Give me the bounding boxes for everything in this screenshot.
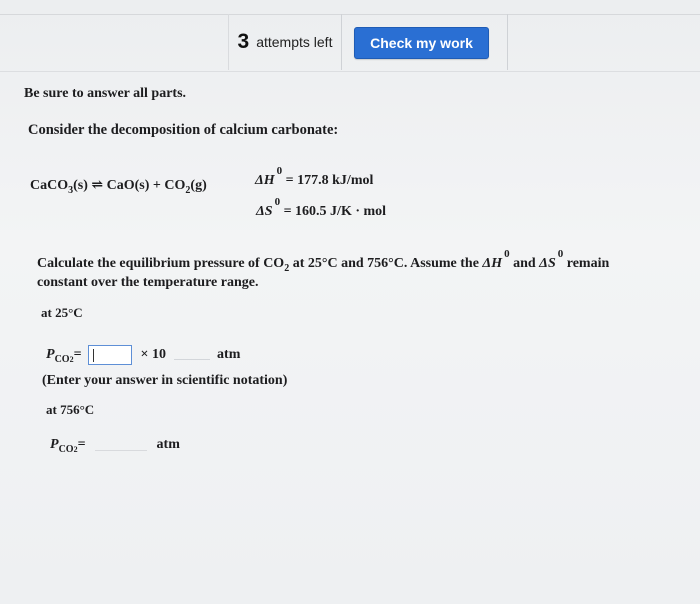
part2-sub-2: 2 [73,445,78,454]
reactant-state: (s) [73,178,88,193]
instruction-text: Be sure to answer all parts. [24,86,187,101]
attempts-indicator [228,14,342,70]
part2-pressure-subscript [59,444,78,455]
part2-unit: atm [156,437,180,452]
part2-equals: = [77,437,86,452]
reaction-equation [30,177,207,194]
part2-pressure-symbol: P [50,437,59,452]
part2-answer-row [50,437,180,453]
part1-pressure-symbol: P [46,347,55,363]
question-line-2: constant over the temperature range. [37,275,259,290]
delta-s-symbol: ΔS [256,204,273,219]
part1-unit: atm [217,347,241,363]
attempts-count: 3 [237,30,250,53]
question-text-b: at 25°C and 756°C. Assume the [289,256,483,271]
part1-exponent-input[interactable] [174,359,210,360]
product2-state: (g) [190,178,207,193]
scientific-notation-note: (Enter your answer in scientific notation) [42,373,288,388]
delta-s-superscript: 0 [274,196,281,208]
question-delta-s: ΔS [539,256,556,271]
product2-subscript: 2 [185,185,191,196]
question-delta-s-sup: 0 [557,248,564,260]
part1-pressure-subscript [55,354,74,365]
question-delta-h: ΔH [482,256,503,271]
part1-mantissa-input[interactable] [88,345,132,365]
question-line-1 [37,248,610,274]
plus-sign: + [152,178,161,193]
delta-h-line [255,165,374,189]
product2-formula: CO [164,178,186,193]
toolbar-bottom-divider [0,71,700,72]
question-delta-h-sup: 0 [504,248,510,260]
product1-formula: CaO(s) [106,178,150,193]
check-my-work-button[interactable]: Check my work [354,27,489,59]
delta-h-value: = 177.8 kJ/mol [285,173,374,188]
part1-temperature-label: at 25°C [41,305,83,320]
part1-sub-co: CO [54,354,70,366]
text-caret [93,349,94,362]
reactant-formula: CaCO [30,178,69,193]
part2-sub-co: CO [58,444,74,455]
check-work-area [341,14,508,70]
delta-s-value: = 160.5 J/K · mol [283,204,387,219]
reactant-subscript: 3 [68,185,74,196]
part2-answer-input[interactable] [95,450,147,451]
question-co2-subscript: 2 [284,263,290,274]
question-text-a: Calculate the equilibrium pressure of CO [37,256,285,271]
part1-times-ten: × 10 [140,347,167,363]
part2-temperature-label: at 756°C [46,402,95,417]
consider-text: Consider the decomposition of calcium carbonate: [28,122,339,138]
top-toolbar [0,0,700,72]
question-remain: remain [563,256,610,271]
delta-h-superscript: 0 [276,165,283,177]
question-and: and [509,256,540,271]
delta-h-symbol: ΔH [255,173,275,188]
equilibrium-arrow: ⇌ [91,178,104,193]
part1-answer-row [46,345,240,365]
part1-sub-2: 2 [69,355,74,365]
attempts-label: attempts left [256,34,333,50]
delta-s-line [256,196,387,220]
part1-equals: = [73,347,82,363]
